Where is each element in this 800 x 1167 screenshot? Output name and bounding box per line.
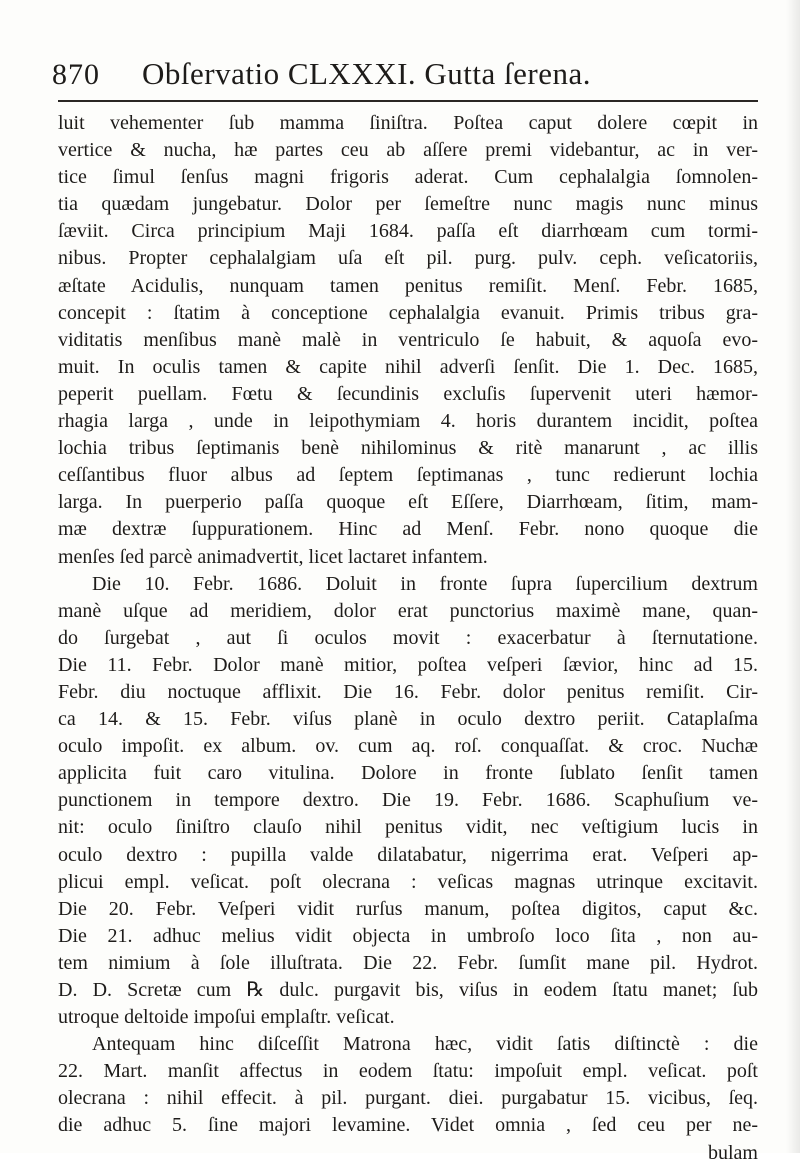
text-line: plicui empl. veſicat. poſt olecrana : veſicas magnas utrinque excitavit. <box>58 870 758 893</box>
text-line: die adhuc 5. ſine majori levamine. Videt omnia , ſed ceu per ne- <box>58 1114 758 1137</box>
text-line: 22. Mart. manſit affectus in eodem ſtatu: impoſuit empl. veſicat. poſt <box>58 1060 758 1083</box>
page-number: 870 <box>52 58 100 91</box>
text-line: do ſurgebat , aut ſi oculos movit : exacerbatur à ſternutatione. <box>58 626 758 649</box>
text-line: nibus. Propter cephalalgiam uſa eſt pil. purg. pulv. ceph. veſicatoriis, <box>58 247 758 270</box>
text-line: rhagia larga , unde in leipothymiam 4. horis durantem incidit, poſtea <box>58 410 758 433</box>
text-line: punctionem in tempore dextro. Die 19. Febr. 1686. Scaphuſium ve- <box>58 789 758 812</box>
text-line: D. D. Scretæ cum ℞ dulc. purgavit bis, viſus in eodem ſtatu manet; ſub <box>58 979 758 1001</box>
text-line: æſtate Acidulis, nunquam tamen penitus remiſit. Menſ. Febr. 1685, <box>58 274 758 297</box>
paragraph-start-line: Die 10. Febr. 1686. Doluit in fronte ſupra ſupercilium dextrum <box>92 572 758 595</box>
text-line: Die 20. Febr. Veſperi vidit rurſus manum, poſtea digitos, caput &c. <box>58 897 758 920</box>
text-line: viditatis menſibus manè malè in ventriculo ſe habuit, & aquoſa evo- <box>58 328 758 351</box>
paragraph-start-line: Antequam hinc diſceſſit Matrona hæc, vidit ſatis diſtinctè : die <box>92 1033 758 1056</box>
text-line: lochia tribus ſeptimanis benè nihilominus & ritè manarunt , ac illis <box>58 437 758 460</box>
text-line: nit: oculo ſiniſtro clauſo nihil penitus vidit, nec veſtigium lucis in <box>58 816 758 839</box>
text-line: oculo dextro : pupilla valde dilatabatur, nigerrima erat. Veſperi ap- <box>58 843 758 866</box>
text-line: olecrana : nihil effecit. à pil. purgant. diei. purgabatur 15. vicibus, ſeq. <box>58 1087 758 1110</box>
text-line: oculo impoſit. ex album. ov. cum aq. roſ. conquaſſat. & croc. Nuchæ <box>58 735 758 758</box>
paragraph-end-line: utroque deltoide impoſui emplaſtr. veſicat. <box>58 1006 395 1029</box>
text-line: Febr. diu noctuque afflixit. Die 16. Febr. dolor penitus remiſit. Cir- <box>58 680 758 703</box>
running-head: Obſervatio CLXXXI. Gutta ſerena. <box>142 56 592 91</box>
text-line: Die 11. Febr. Dolor manè mitior, poſtea veſperi ſævior, hinc ad 15. <box>58 653 758 676</box>
text-line: luit vehementer ſub mamma ſiniſtra. Poſtea caput dolere cœpit in <box>58 112 758 134</box>
text-line: larga. In puerperio paſſa quoque eſt Eſſere, Diarrhœam, ſitim, mam- <box>58 491 758 514</box>
page-header <box>52 56 752 96</box>
page-edge-shadow <box>786 0 800 1153</box>
text-line: Die 21. adhuc melius vidit objecta in umbroſo loco ſita , non au- <box>58 924 758 947</box>
text-line: peperit puellam. Fœtu & ſecundinis excluſis ſupervenit uteri hæmor- <box>58 382 758 405</box>
text-line: ſæviit. Circa principium Maji 1684. paſſa eſt diarrhœam cum tormi- <box>58 220 758 243</box>
text-line: tem nimium à ſole illuſtrata. Die 22. Febr. ſumſit mane pil. Hydrot. <box>58 951 758 974</box>
text-line: tice ſimul ſenſus magni frigoris aderat. Cum cephalalgia ſomnolen- <box>58 166 758 189</box>
text-line: ceſſantibus fluor albus ad ſeptem ſeptimanas , tunc redierunt lochia <box>58 464 758 487</box>
header-rule <box>58 100 758 102</box>
text-line: ca 14. & 15. Febr. viſus planè in oculo dextro periit. Cataplaſma <box>58 708 758 731</box>
text-line: manè uſque ad meridiem, dolor erat punctorius maximè mane, quan- <box>58 599 758 622</box>
text-line: tia quædam jungebatur. Dolor per ſemeſtre nunc magis nunc minus <box>58 193 758 216</box>
body-text <box>58 110 758 1167</box>
paragraph-end-line: menſes ſed parcè animadvertit, licet lactaret infantem. <box>58 545 488 568</box>
text-line: applicita fuit caro vitulina. Dolore in fronte ſublato ſenſit tamen <box>58 762 758 785</box>
text-line: vertice & nucha, hæ partes ceu ab aſſere premi videbantur, ac in ver- <box>58 139 758 162</box>
final-line: bulam <box>708 1141 758 1164</box>
text-line: muit. In oculis tamen & capite nihil adverſi ſenſit. Die 1. Dec. 1685, <box>58 355 758 378</box>
text-line: concepit : ſtatim à conceptione cephalalgia evanuit. Primis tribus gra- <box>58 301 758 324</box>
text-line: mæ dextræ ſuppurationem. Hinc ad Menſ. Febr. nono quoque die <box>58 518 758 541</box>
